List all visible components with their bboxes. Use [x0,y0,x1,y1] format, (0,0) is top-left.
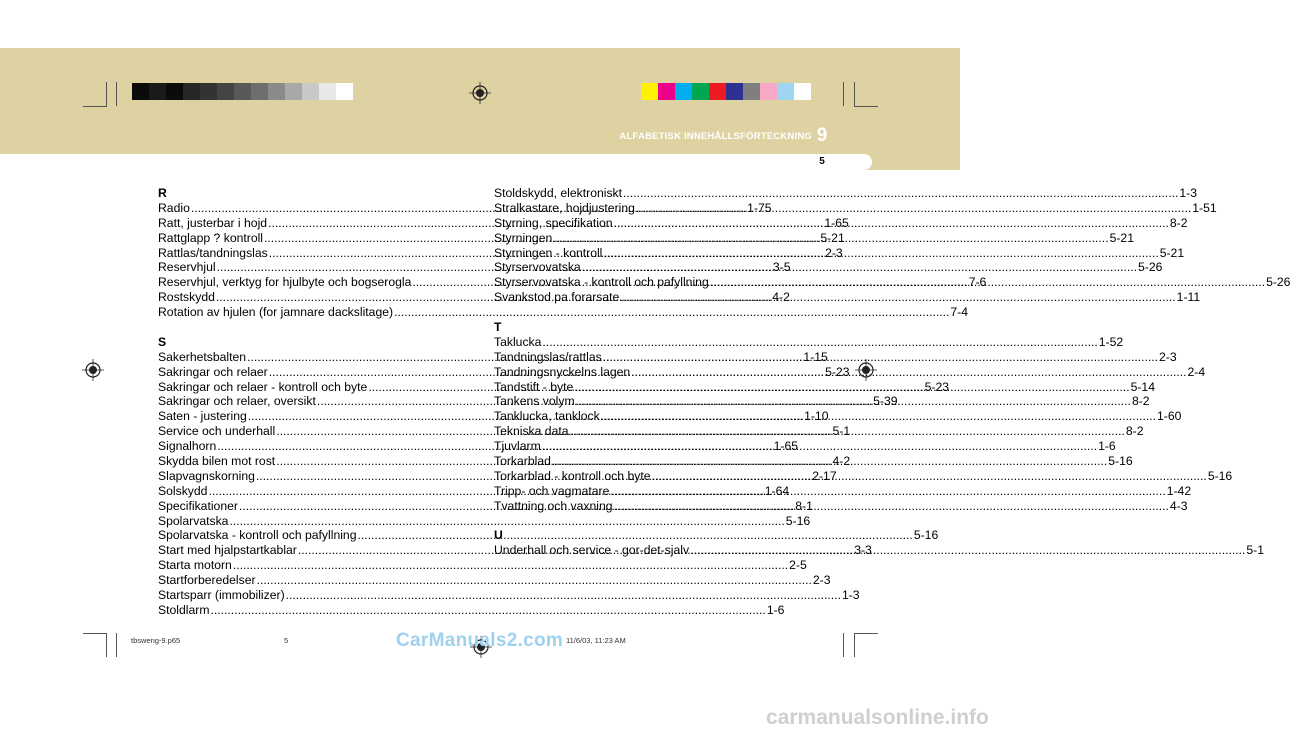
index-entry-page: 5-39 [873,394,898,409]
index-entry-text: Tankens volym [494,394,575,409]
index-entry-page: 8-2 [1125,424,1144,439]
registration-mark-icon [82,359,104,381]
dot-leader [210,603,765,618]
index-entry-page: 4-2 [772,290,790,305]
dot-leader [631,365,1186,380]
index-entry-text: Saten - justering [158,409,247,424]
index-entry-text: Styrningen - kontroll [494,245,603,260]
index-entry-page: 5-16 [1207,468,1233,483]
index-entry-text: Sakringar och relaer [158,364,268,379]
index-entry [158,558,807,573]
index-entry-text: Styrservovatska - kontroll och pafyllning [494,275,709,290]
color-swatch [217,83,234,100]
index-entry-page: 5-26 [1138,260,1163,275]
crop-mark [854,106,878,107]
dot-leader [542,335,1097,350]
crop-mark [83,106,107,107]
index-entry-page: 5-21 [1109,230,1134,245]
index-entry-page: 7-6 [968,275,987,290]
color-swatch [777,83,794,100]
index-entry-page: 5-1 [1246,543,1265,558]
index-entry-page: 8-1 [795,498,813,513]
index-entry-page: 1-64 [764,483,790,498]
group-spacer [494,305,798,320]
index-entry [494,230,1134,246]
index-entry-text: Starta motorn [158,558,232,573]
index-entry-page: 4-2 [832,454,851,469]
color-swatch [166,83,183,100]
index-entry-text: Slapvagnskorning [158,468,255,483]
index-entry-page: 2-3 [812,573,831,588]
index-entry [494,290,1201,305]
color-swatch [268,83,285,100]
index-entry-page: 1-10 [804,409,829,424]
crop-mark [854,633,855,657]
dot-leader [623,186,1178,201]
index-entry-text: Stralkastare, hojdjustering [494,200,635,215]
footer-file-name: tbsweng-9.p65 [131,636,181,645]
index-entry-page: 1-65 [773,439,799,454]
dot-leader [710,275,1265,290]
color-swatch [251,83,268,100]
dot-leader [286,588,841,603]
section-title: ALFABETISK INNEHÅLLSFÖRTECKNING [619,131,812,142]
color-calibration-strip [641,83,811,100]
index-entry-page: 1-52 [1098,334,1124,349]
footer-page: 5 [284,636,289,645]
index-entry-page: 1-6 [766,602,785,617]
dot-leader [603,350,1158,365]
grayscale-calibration-strip [132,83,353,100]
index-entry-text: Specifikationer [158,498,238,513]
index-entry-text: Taklucka [494,334,542,349]
watermark-link[interactable]: CarManuals2.com [396,630,564,651]
color-swatch [709,83,726,100]
index-entry-page: 3-5 [772,260,791,275]
index-entry-page: 5-26 [1266,275,1290,290]
crop-mark [106,633,107,657]
index-entry-text: Tandstift - byte [494,379,574,394]
index-letter-heading: U [494,528,503,543]
color-swatch [200,83,217,100]
dot-leader [614,499,1169,514]
index-entry-page: 1-75 [747,200,772,215]
index-entry [158,513,811,529]
index-entry [494,439,1116,454]
index-entry-page: 1-15 [803,349,828,364]
index-entry-text: Torkarblad [494,454,551,469]
index-entry-text: Signalhorn [158,439,217,454]
dot-leader [651,469,1206,484]
index-entry [494,200,1217,216]
index-entry-text: Reservhjul [158,260,216,275]
index-entry-page: 2-3 [825,245,843,260]
dot-leader [601,409,1156,424]
color-swatch [794,83,811,100]
index-entry-page: 5-21 [820,230,845,245]
color-swatch [285,83,302,100]
crop-mark [106,82,107,106]
index-entry [158,602,785,618]
index-entry-text: Styrning, specifikation [494,215,613,230]
index-entry-page: 5-21 [1159,245,1185,260]
dot-leader [576,394,1131,409]
index-entry-page: 2-5 [789,558,807,573]
color-swatch [760,83,777,100]
index-entry-page: 1-51 [1192,200,1217,215]
index-entry-page: 8-2 [1169,215,1188,230]
index-entry [494,483,1192,499]
index-entry-text: Reservhjul, verktyg for hjulbyte och bogserogla [158,275,412,290]
header-band-extension [812,48,960,170]
color-swatch [641,83,658,100]
index-entry-page: 8-2 [1131,394,1150,409]
dot-leader [574,380,1129,395]
index-entry-text: Spolarvatska - kontroll och pafyllning [158,528,357,543]
crop-mark [854,633,878,634]
index-entry-page: 5-23 [924,379,950,394]
index-entry-text: Radio [158,200,190,215]
crop-mark [843,633,844,657]
index-entry-text: Sakringar och relaer, oversikt [158,394,316,409]
index-entry-text: Rostskydd [158,290,215,305]
index-entry-text: Styrningen [494,230,553,245]
section-number: 9 [816,125,828,146]
index-entry-page: 7-4 [950,305,969,320]
index-entry-text: Solskydd [158,483,208,498]
index-entry-text: Svankstod pa forarsate [494,290,620,305]
index-entry-text: Tjuvlarm [494,439,541,454]
dot-leader [552,454,1107,469]
index-entry-text: Torkarblad - kontroll och byte [494,468,651,483]
index-entry-page: 5-1 [832,424,851,439]
dot-leader [553,231,1108,246]
color-swatch [183,83,200,100]
color-swatch [726,83,743,100]
color-swatch [336,83,353,100]
dot-leader [257,573,812,588]
index-entry-text: Startforberedelser [158,573,256,588]
index-entry-page: 1-11 [1176,290,1201,305]
index-entry-page: 5-23 [825,364,850,379]
index-entry-page: 3-3 [854,543,872,558]
dot-leader [610,484,1165,499]
watermark-text: carmanualsonline.info [766,706,989,729]
crop-mark [854,82,855,106]
index-entry-page: 1-3 [841,588,860,603]
dot-leader [620,290,1175,305]
dot-leader [614,216,1169,231]
index-entry-page: 1-65 [824,215,849,230]
registration-mark-icon [469,82,491,104]
index-entry-page: 2-17 [812,468,837,483]
index-entry [158,528,939,543]
index-entry-text: Service och underhall [158,424,276,439]
footer-datetime: 11/6/03, 11:23 AM [566,636,626,645]
index-entry-page: 5-14 [1130,379,1155,394]
group-spacer [158,320,462,335]
index-entry-text: Tekniska data [494,424,569,439]
index-entry-text: Tandningslas/rattlas [494,349,602,364]
index-letter-heading: R [158,186,167,200]
color-swatch [692,83,709,100]
index-entry [494,186,1197,201]
index-entry-text: Spolarvatska [158,513,229,528]
color-swatch [149,83,166,100]
dot-leader [542,439,1097,454]
index-entry-text: Underhall och service - gor-det-sjalv [494,543,690,558]
index-entry-page: 5-16 [1108,454,1133,469]
index-entry-text: Tvattning och vaxning [494,498,613,513]
index-entry [494,260,1163,275]
index-entry-text: Rotation av hjulen (for jamnare dackslitage) [158,305,394,320]
index-entry-text: Start med hjalpstartkablar [158,543,297,558]
index-entry-page: 5-16 [785,513,811,528]
index-entry [494,334,1124,350]
index-entry-text: Rattlas/tandningslas [158,245,268,260]
index-entry-page: 1-6 [1098,439,1116,454]
index-entry-page: 1-3 [1179,186,1197,200]
color-swatch [302,83,319,100]
index-entry-text: Tandningsnyckelns lagen [494,364,631,379]
index-entry-text: Sakringar och relaer - kontroll och byte [158,379,368,394]
crop-mark [843,82,844,106]
index-entry [158,305,969,320]
index-entry-page: 1-60 [1157,409,1182,424]
index-entry-page: 4-3 [1169,498,1188,513]
index-entry [158,588,860,603]
index-entry-text: Ratt, justerbar i hojd [158,215,268,230]
index-entry-text: Rattglapp ? kontroll [158,230,264,245]
color-swatch [658,83,675,100]
color-swatch [319,83,336,100]
dot-leader [690,543,1245,558]
dot-leader [636,201,1191,216]
index-entry-text: Stoldskydd, elektroniskt [494,186,623,200]
index-entry-page: 2-4 [1187,364,1206,379]
index-entry [158,573,831,588]
dot-leader [570,424,1125,439]
color-swatch [743,83,760,100]
index-entry-page: 1-42 [1166,483,1192,498]
index-entry-text: Tripp- och vagmatare [494,483,610,498]
index-letter-heading: T [494,320,502,335]
index-entry-text: Startsparr (immobilizer) [158,588,285,603]
crop-mark [116,633,117,657]
index-entry-text: Stoldlarm [158,602,210,617]
group-spacer [494,514,798,529]
color-swatch [132,83,149,100]
page-number: 5 [819,156,825,167]
index-entry-text: Styrservovatska [494,260,581,275]
index-entry-text: Skydda bilen mot rost [158,454,276,469]
index-entry-text: Sakerhetsbalten [158,349,247,364]
color-swatch [675,83,692,100]
index-letter-heading: S [158,334,167,349]
dot-leader [603,246,1158,261]
color-swatch [234,83,251,100]
index-entry-page: 2-3 [1159,349,1177,364]
index-entry-page: 5-16 [913,528,939,543]
crop-mark [83,633,107,634]
crop-mark [116,82,117,106]
index-entry-text: Tanklucka, tanklock [494,409,600,424]
dot-leader [582,260,1137,275]
dot-leader [233,558,788,573]
